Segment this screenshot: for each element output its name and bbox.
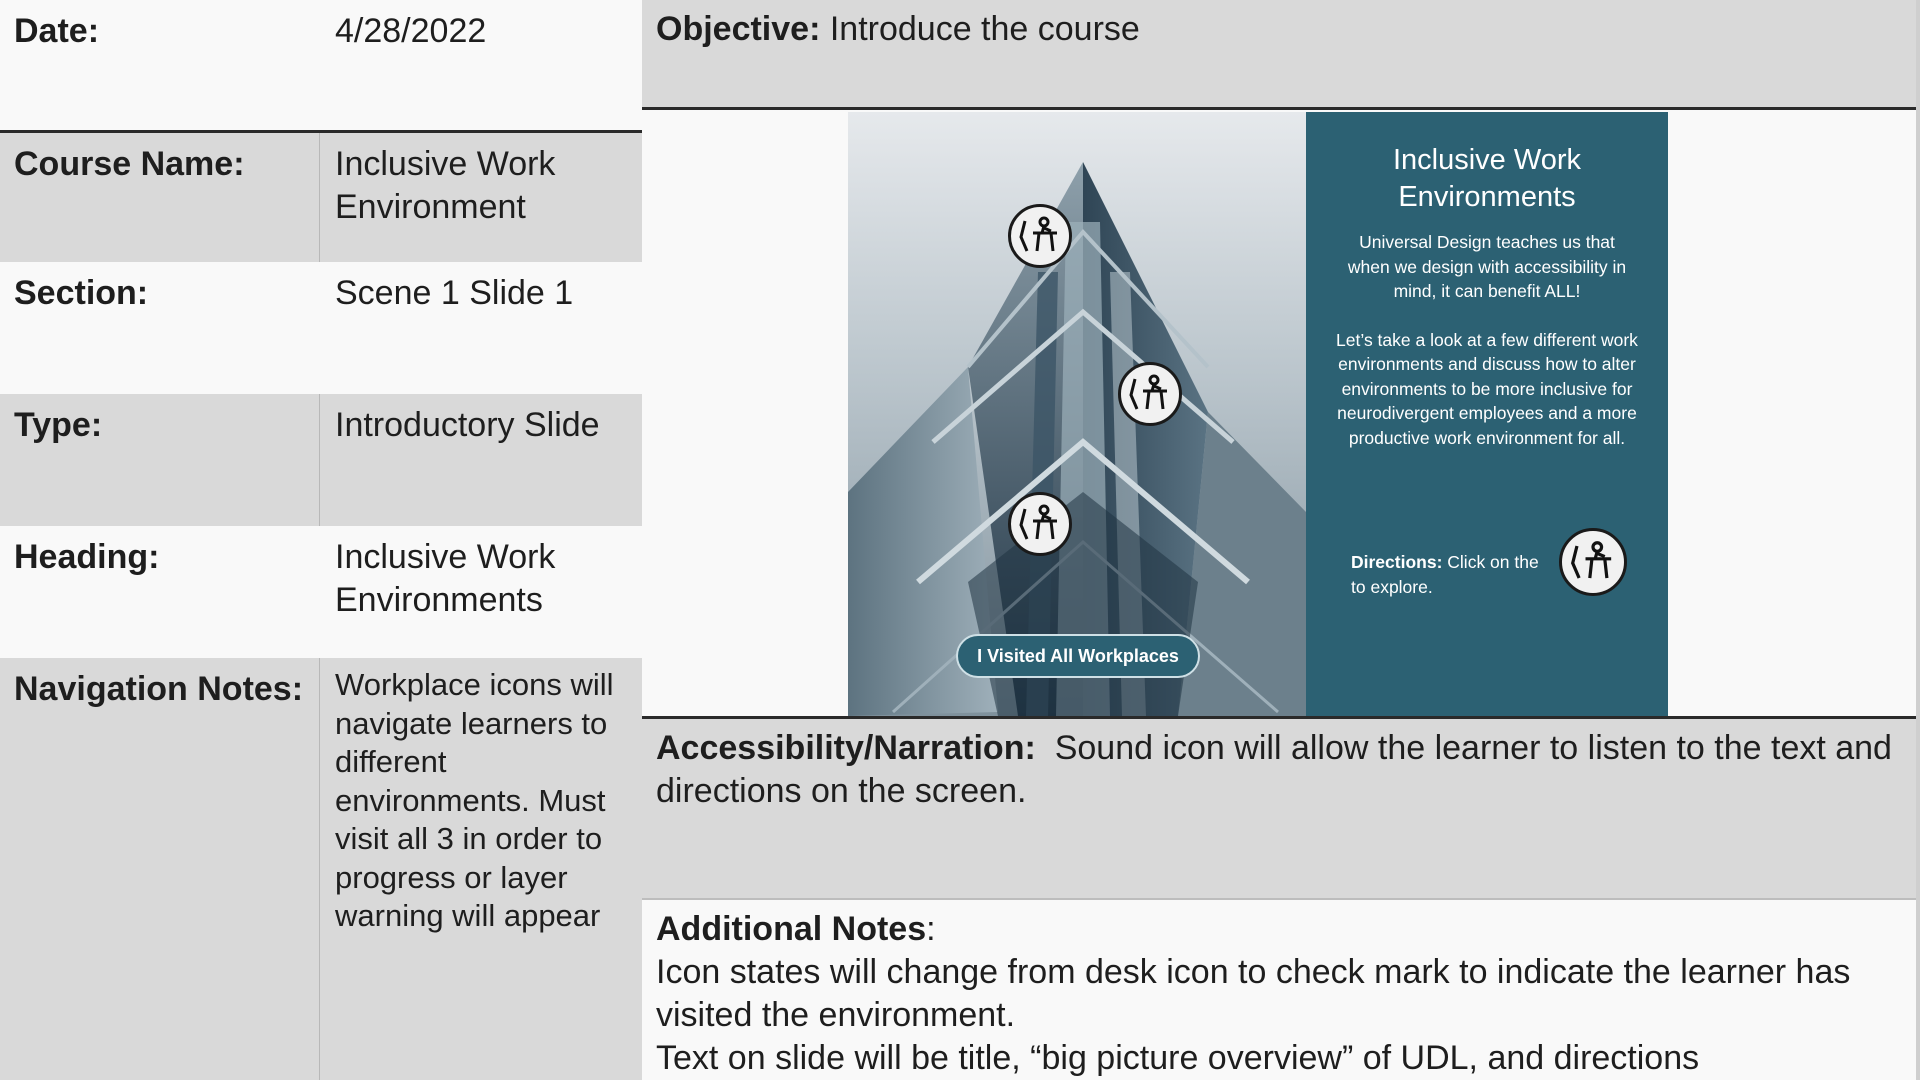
slide-text-panel xyxy=(1306,112,1668,716)
objective-value: Introduce the course xyxy=(829,10,1140,48)
heading-value: Inclusive Work Environments xyxy=(335,538,556,619)
type-value: Introductory Slide xyxy=(335,406,600,444)
accessibility-label: Accessibility/Narration: xyxy=(656,729,1036,767)
skyscraper-illustration xyxy=(848,112,1306,716)
additional-notes-line-1: Icon states will change from desk icon to check mark to indicate the learner has visited the environment. xyxy=(656,953,1851,1034)
navigation-notes-value: Workplace icons will navigate learners to different environments. Must visit all 3 in order to progress or layer warning will appear xyxy=(335,667,614,933)
course-name-value: Inclusive Work Environment xyxy=(335,145,556,226)
course-name-row xyxy=(0,133,642,262)
navigation-notes-row xyxy=(0,658,642,1080)
storyboard-info-table xyxy=(0,0,642,1080)
objective-text xyxy=(656,8,1140,51)
accessibility-narration-row xyxy=(642,719,1916,898)
visited-all-workplaces-button[interactable]: I Visited All Workplaces xyxy=(956,634,1200,678)
date-row xyxy=(0,0,642,130)
objective-row xyxy=(642,0,1920,107)
workplace-desk-icon-2[interactable] xyxy=(1118,362,1182,426)
column-divider xyxy=(319,133,320,262)
accessibility-text xyxy=(656,727,1906,813)
directions-label: Directions: xyxy=(1351,552,1443,572)
building-photo xyxy=(848,112,1306,716)
type-label: Type: xyxy=(14,406,103,444)
date-label: Date: xyxy=(14,12,100,50)
course-name-label: Course Name: xyxy=(14,145,245,183)
section-row xyxy=(0,262,642,394)
date-value: 4/28/2022 xyxy=(335,12,487,50)
slide-preview xyxy=(848,112,1668,716)
type-row xyxy=(0,394,642,526)
workplace-desk-icon-1[interactable] xyxy=(1008,204,1072,268)
additional-notes-text: Additional Notes: Icon states will change from desk icon to check mark to indicate the learner has visited the environment. Text on slide will be title, “big picture overview” of UDL, and directions xyxy=(656,908,1906,1080)
objective-divider xyxy=(642,107,1920,110)
column-divider xyxy=(319,394,320,526)
slide-title: Inclusive Work Environments xyxy=(1392,144,1582,213)
additional-notes-label: Additional Notes xyxy=(656,910,927,948)
column-divider xyxy=(319,658,320,1080)
additional-notes-line-2: Text on slide will be title, “big picture overview” of UDL, and directions xyxy=(656,1039,1700,1077)
section-value: Scene 1 Slide 1 xyxy=(335,274,574,312)
directions-text: Click on the to explore. xyxy=(1351,552,1539,597)
slide-paragraph-1: Universal Design teaches us that when we design with accessibility in mind, it can benefit ALL! xyxy=(1347,232,1627,301)
slide-paragraph-2: Let’s take a look at a few different work environments and discuss how to alter environments to be more inclusive for neurodivergent employees and a more productive work environment for all. xyxy=(1336,329,1638,448)
heading-row xyxy=(0,526,642,658)
slide-body xyxy=(1336,230,1638,474)
additional-notes-row xyxy=(642,900,1916,1080)
heading-label: Heading: xyxy=(14,538,160,576)
page-edge xyxy=(1916,0,1920,1080)
slide-directions xyxy=(1351,550,1551,599)
section-label: Section: xyxy=(14,274,149,312)
directions-desk-icon xyxy=(1559,528,1627,596)
accessibility-value: Sound icon will allow the learner to listen to the text and directions on the screen. xyxy=(656,729,1892,810)
workplace-desk-icon-3[interactable] xyxy=(1008,492,1072,556)
navigation-notes-label: Navigation Notes: xyxy=(14,670,304,708)
objective-label: Objective: xyxy=(656,10,821,48)
